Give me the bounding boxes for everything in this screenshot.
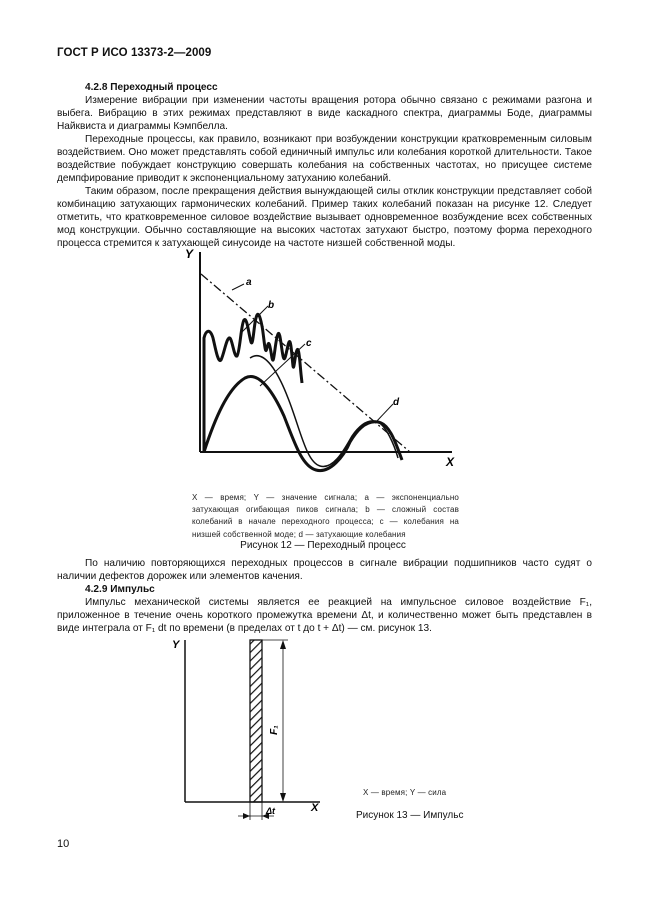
axis-label-y: Y (185, 247, 194, 261)
paragraph-text: Импульс механической системы является ее реакцией на импульсное силовое воздействие F₁, приложенное в течение очень короткого промежутка времени Δt, и количественно может быть представлен в виде интеграла от F₁ dt по времени (в пределах от t до t + Δt) — см. рисунок 13. (57, 597, 592, 635)
axis-label-x: X (446, 455, 455, 469)
decaying-oscillation-d (250, 356, 398, 467)
curve-label-d: d (393, 397, 400, 408)
paragraph-text: Измерение вибрации при изменении частоты вращения ротора обычно связано с режимами разгона и выбега. Вибрацию в этих режимах представляют в виде каскадного спектра, диаграммы Боде, диаграммы Найквиста и диаграммы Кэмпбелла. (57, 95, 592, 133)
paragraph-text: По наличию повторяющихся переходных процессов в сигнале вибрации подшипников часто судят о наличии дефектов дорожек или элементов качения. (57, 558, 592, 583)
curve-label-c: c (306, 338, 312, 349)
paragraph-text: Таким образом, после прекращения действия вынуждающей силы отклик конструкции представляет собой комбинацию затухающих гармонических колебаний. Пример таких колебаний показан на рисунке 12. Следует отметить, что кратковременное силовое воздействие вызывает одновременное возбуждение всех собственных мод конструкции. Обычно составляющие на высоких частотах затухают быстро, поэтому форма переходного процесса стремится к затухающей синусоиде на частоте низшей собственной моды. (57, 186, 592, 250)
impulse-bar (250, 640, 262, 802)
page-number: 10 (57, 838, 70, 850)
figure-12-legend: X — время; Y — значение сигнала; a — экспоненциально затухающая огибающая пиков сигнала; b — сложный состав колебаний в начале переходного процесса; c — колебания на низшей собственной моде; d — затухающие колебания (192, 493, 459, 539)
axis-label-y: Y (172, 639, 180, 651)
paragraph-text: Переходные процессы, как правило, возникают при возбуждении конструкции кратковременным силовым воздействием. Оно может представлять собой единичный импульс или колебания короткой длительности. Такое воздействие побуждает конструкцию совершать колебания на собственных частотах, но присущее системе демпфирование приводит к экспоненциальному затуханию колебаний. (57, 134, 592, 185)
figure-13-impulse-diagram (170, 630, 335, 830)
curve-label-b: b (268, 300, 275, 311)
pointer-d (376, 404, 393, 422)
section-4-2-8-title: 4.2.8 Переходный процесс (85, 82, 218, 93)
pointer-a (232, 284, 244, 290)
arrowhead-right (243, 813, 250, 819)
curve-label-a: a (246, 277, 252, 288)
document-header: ГОСТ Р ИСО 13373-2—2009 (57, 47, 212, 59)
lowest-mode-oscillation-c (204, 377, 402, 471)
envelope-line-a (201, 274, 410, 452)
arrowhead-up (280, 640, 286, 649)
dt-label: Δt (266, 806, 276, 816)
arrowhead-down (280, 793, 286, 802)
section-4-2-9-title: 4.2.9 Импульс (85, 584, 155, 595)
complex-oscillation-b (204, 314, 302, 452)
paragraph-transient-2 (57, 133, 592, 185)
figure-12-caption: Рисунок 12 — Переходный процесс (240, 540, 406, 551)
paragraph-bearing-defects (57, 557, 592, 583)
force-label: F₁ (269, 725, 280, 735)
figure-12-transient-diagram (180, 238, 470, 488)
axis-label-x: X (311, 802, 319, 814)
figure-13-legend: X — время; Y — сила (363, 788, 447, 797)
figure-13-caption: Рисунок 13 — Импульс (356, 810, 464, 821)
paragraph-transient-1 (57, 94, 592, 133)
